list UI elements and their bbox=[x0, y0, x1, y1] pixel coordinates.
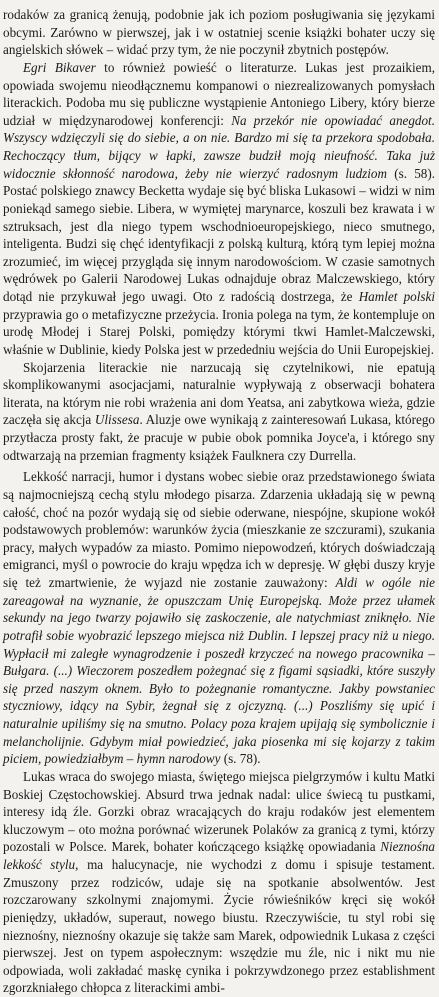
text-run: to również powieść o literaturze. Lukas jest prozaikiem, opowiada swojemu nieodłącznemu kompanowi o niezrealizowanych pomysłach literackich. Podoba mu się publiczne wystąpienie Antoniego Libery, który bierze udział w międzynarodowej konferencji: bbox=[3, 59, 435, 128]
italic-text: Egri Bikaver bbox=[23, 59, 96, 75]
italic-text: Hamlet polski bbox=[358, 289, 435, 304]
body-paragraph bbox=[3, 359, 435, 465]
text-run: . Aluzje owe wynikają z zainteresowań Lukasa, którego przytłacza prosty fakt, że pracuje w pubie obok pomnika Joyce'a, i którego sny odtwarzają na przemian fragmenty książek Faulknera czy Durrella. bbox=[3, 412, 435, 463]
text-run: , ma halucynacje, nie wychodzi z domu i spisuje testament. Zmuszony przez rodziców, udaje się na spotkanie absolwentów. Jest rozczarowany szkolnymi znajomymi. Życie rówieśników kręci się wokół pieniędzy, układów, superaut, nowego biustu. Rzeczywiście, tu styl robi się nieznośny, nieznośny okazuje się także sam Marek, odpowiednik Lukasa z części pierwszej. Jest on typem aspołecznym: wszędzie mu źle, nic i nikt mu nie odpowiada, woli zakładać maskę cynika i pokrzywdzonego przez establishment zgorzkniałego chłopca z literackimi ambi- bbox=[3, 857, 435, 996]
body-paragraph bbox=[3, 59, 435, 359]
text-run: Skojarzenia literackie nie narzucają się czytelnikowi, nie epatują skomplikowanymi asocjacjami, naturalnie wypływają z obserwacji bohatera literata, na którym nie robi wrażenia ani dom Yeatsa, ani zabytkowa wieża, gdzie zaczęła się akcja bbox=[3, 359, 435, 428]
text-run: Lekkość narracji, humor i dystans wobec siebie oraz przedstawionego świata są najmocniejszą cechą stylu młodego pisarza. Zdarzenia układają się w pewną całość, choć na pozór wydają się od siebie oderwane, niespójne, skupione wokół podstawowych problemów: warunków życia (mieszkanie ze szczurami), szukania pracy, małych wypadów za miasto. Pomimo niepowodzeń, których doświadczają emigranci, myśl o powrocie do kraju wpędza ich w depresję. W głębi duszy kryje się też zmartwienie, że wyjazd nie zostanie zauważony: bbox=[3, 469, 435, 590]
text-run: rodaków za granicą żenują, podobnie jak ich poziom posługiwania się językami obcymi. Zarówno w pierwszej, jak i w ostatniej scenie książki bohater uczy się angielskich słówek – widać przy tym, że nie poczynił zbytnich postępów. bbox=[3, 7, 435, 58]
italic-text: Ulissesa bbox=[94, 412, 140, 428]
text-run: przyprawia go o metafizyczne przeżycia. Ironia polega na tym, że kontempluje on urodę Młodej i Starej Polski, pomiędzy którymi tkwi Hamlet-Malczewski, właśnie w Dublinie, kiedy Polska jest w przededniu wejścia do Unii Europejskiej. bbox=[3, 306, 435, 357]
italic-text: Na przekór nie opowiadać anegdot. Wszyscy wdzięczyli się do siebie, a on nie. Bardzo mi się ta przekora spodobała. Rechoczący tłum, bijący w łapki, zawsze budził moją nieufność. Taka już widocznie skłonność narodowa, żeby nie wierzyć radosnym ludziom bbox=[3, 112, 435, 181]
text-run: Lukas wraca do swojego miasta, świętego miejsca pielgrzymów i kultu Matki Boskiej Częstochowskiej. Absurd trwa jednak nadal: ulice świecą tu pustkami, interesy idą źle. Gorzki obraz wracających do kraju rodaków jest elementem kluczowym – oto można porównać wizerunek Polaków za granicą z tymi, którzy pozostali w Polsce. Marek, bohater kończącego książkę opowiadania bbox=[3, 768, 435, 855]
body-paragraph bbox=[3, 768, 435, 997]
body-paragraph bbox=[3, 468, 435, 768]
italic-text: Nieznośna lekkość stylu bbox=[3, 839, 435, 872]
italic-text: Aldi w ogóle nie zareagował na wyznanie, że opuszczam Unię Europejską. Może przez ułamek sekundy na jego twarzy pojawiło się zaskoczenie, ale natychmiast zniknęło. Nie potrafił sobie wyobrazić lepszego miejsca niż Dublin. I lepszej pracy niż u niego. Wypłacił mi zaległe wynagrodzenie i poszedł krzyczeć na nowego pracownika – Bułgara. (...) Wieczorem poszedłem pożegnać się z figami sąsiadki, które suszyły się przed naszym oknem. Było to pożegnanie romantyczne. Jakby powstaniec styczniowy, idący na Sybir, żegnał się z ojczyzną. (...) Poszliśmy się upić i naturalnie upiliśmy się na smutno. Polacy poza krajem upijają się symbolicznie i melancholijnie. Gdybym miał powiedzieć, jaka piosenka mi się kojarzy z takim piciem, powiedziałbym – hymn narodowy bbox=[3, 575, 435, 767]
text-run: (s. 78). bbox=[220, 751, 261, 767]
body-paragraph bbox=[3, 6, 435, 59]
text-run: (s. 58). Postać polskiego znawcy Becketta wydaje się być bliska Lukasowi – widzi w nim poniekąd samego siebie. Libera, w wymiętej marynarce, koszuli bez krawata i w sztruksach, jest dla niego typem wschodnioeuropejskiego, nieco smutnego, inteligenta. Budzi się chęć identyfikacji z polską kulturą, którą tym lepiej można zrozumieć, im więcej przygląda się innym narodowościom. W czasie samotnych wędrówek po Galerii Narodowej Lukas odnajduje obraz Malczewskiego, który dotąd nie przykuwał jego uwagi. Oto z radością dostrzega, że bbox=[3, 165, 435, 304]
